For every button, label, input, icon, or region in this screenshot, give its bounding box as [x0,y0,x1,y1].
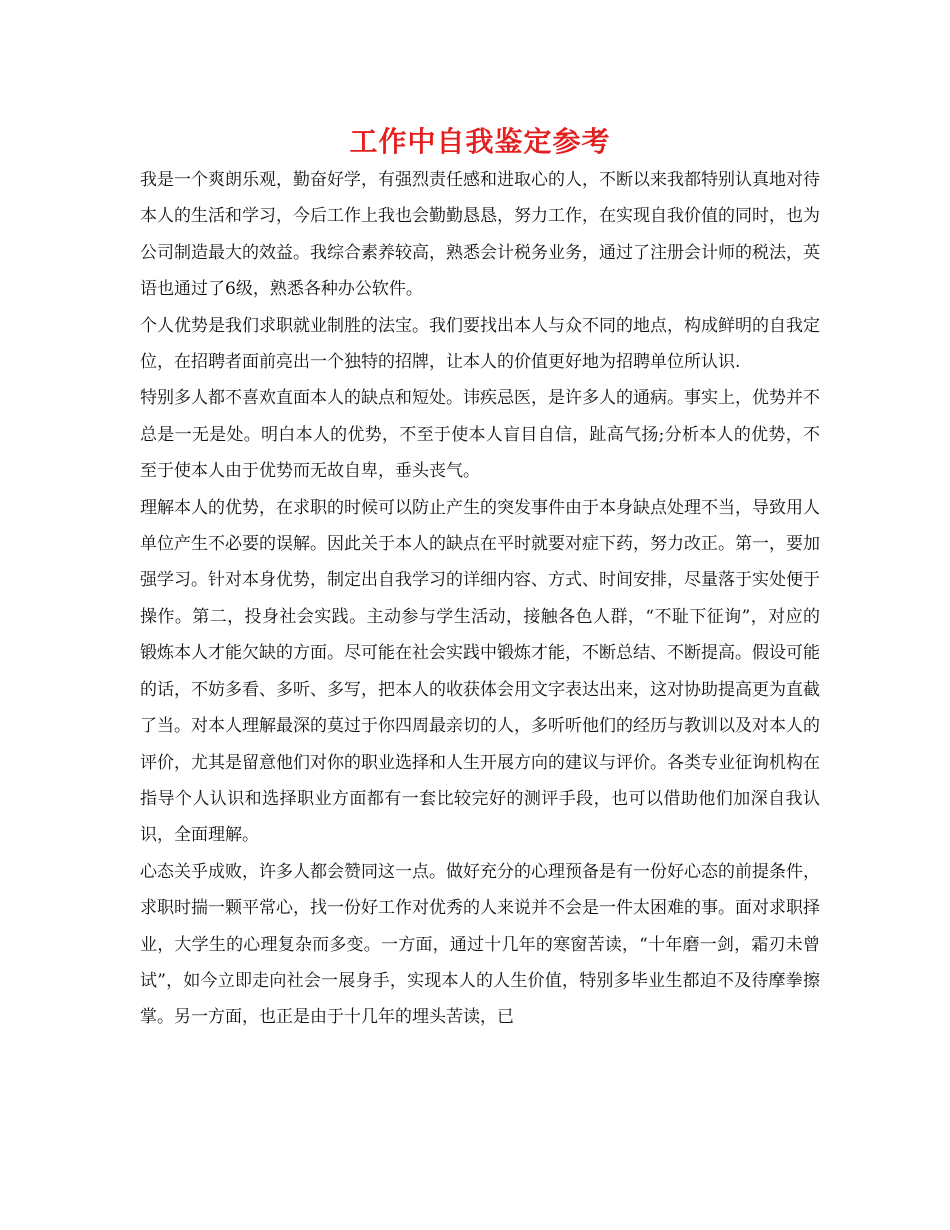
paragraph-5: 心态关乎成败，许多人都会赞同这一点。做好充分的心理预备是有一份好心态的前提条件，求职时揣一颗平常心，找一份好工作对优秀的人来说并不会是一件太困难的事。面对求职择业，大学生的心理复杂而多变。一方面，通过十几年的寒窗苦读，“十年磨一剑，霜刃未曾试”，如今立即走向社会一展身手，实现本人的人生价值，特别多毕业生都迫不及待摩拳擦掌。另一方面，也正是由于十几年的埋头苦读，已 [140,861,820,1028]
paragraph-2: 个人优势是我们求职就业制胜的法宝。我们要找出本人与众不同的地点，构成鲜明的自我定位，在招聘者面前亮出一个独特的招牌，让本人的价值更好地为招聘单位所认识. [140,315,820,373]
document-body [140,162,820,1036]
document-title: 工作中自我鉴定参考 [349,125,611,158]
paragraph-1: 我是一个爽朗乐观，勤奋好学，有强烈责任感和进取心的人，不断以来我都特别认真地对待本人的生活和学习，今后工作上我也会勤勤恳恳，努力工作，在实现自我价值的同时，也为公司制造最大的效益。我综合素养较高，熟悉会计税务业务，通过了注册会计师的税法，英语也通过了6级，熟悉各种办公软件。 [140,170,820,300]
paragraph-4: 理解本人的优势，在求职的时候可以防止产生的突发事件由于本身缺点处理不当，导致用人单位产生不必要的误解。因此关于本人的缺点在平时就要对症下药，努力改正。第一，要加强学习。针对本身优势，制定出自我学习的详细内容、方式、时间安排，尽量落于实处便于操作。第二，投身社会实践。主动参与学生活动，接触各色人群，“不耻下征询”，对应的锻炼本人才能欠缺的方面。尽可能在社会实践中锻炼才能，不断总结、不断提高。假设可能的话，不妨多看、多听、多写，把本人的收获体会用文字表达出来，这对协助提高更为直截了当。对本人理解最深的莫过于你四周最亲切的人，多听听他们的经历与教训以及对本人的评价，尤其是留意他们对你的职业选择和人生开展方向的建议与评价。各类专业征询机构在指导个人认识和选择职业方面都有一套比较完好的测评手段，也可以借助他们加深自我认识，全面理解。 [140,497,820,846]
paragraph-3: 特别多人都不喜欢直面本人的缺点和短处。讳疾忌医，是许多人的通病。事实上，优势并不总是一无是处。明白本人的优势，不至于使本人盲目自信，趾高气扬;分析本人的优势，不至于使本人由于优势而无故自卑，垂头丧气。 [140,388,820,482]
